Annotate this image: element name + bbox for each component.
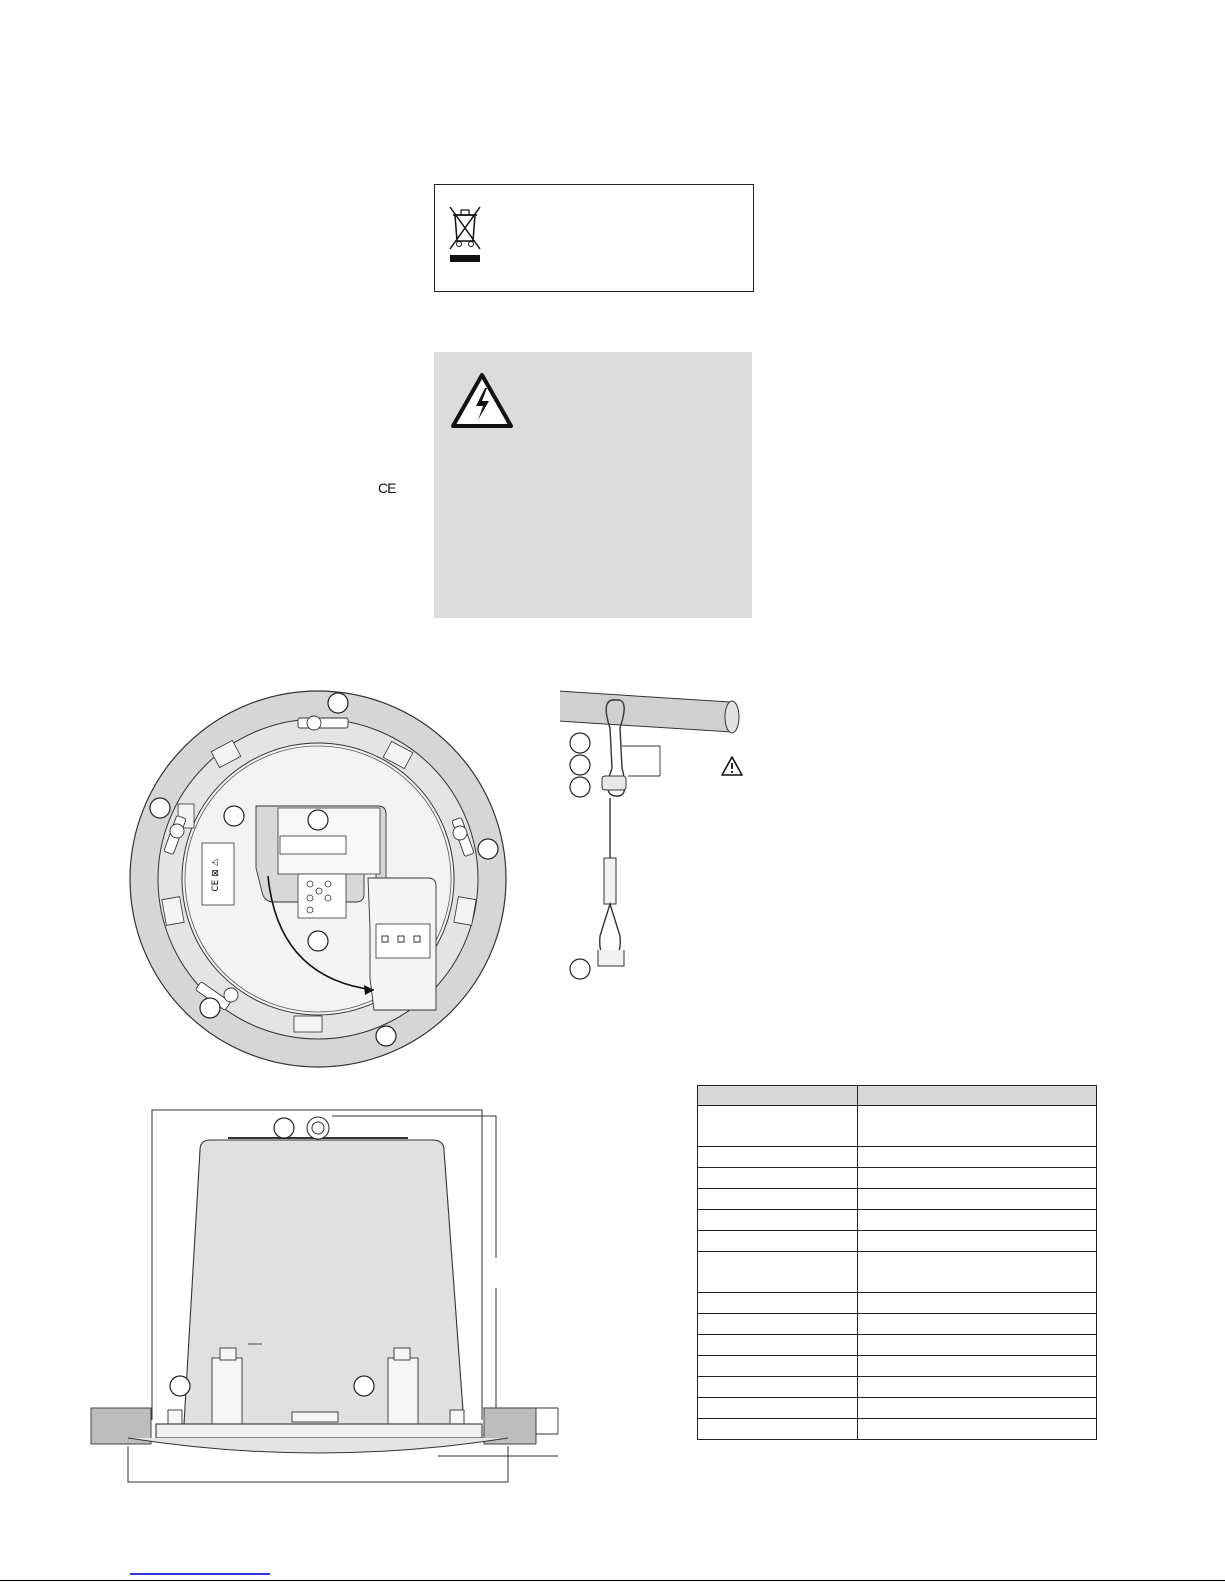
table-cell [698,1231,858,1252]
table-cell [858,1314,1097,1335]
table-row [698,1293,1097,1314]
table-cell [698,1189,858,1210]
table-cell [858,1210,1097,1231]
table-cell [698,1293,858,1314]
table-cell [858,1189,1097,1210]
speaker-back-view-figure [128,688,508,1078]
table-cell [698,1210,858,1231]
table-row [698,1377,1097,1398]
svg-text:CE ⊠ ⚠: CE ⊠ ⚠ [211,858,221,892]
table-row [698,1189,1097,1210]
table-cell [858,1168,1097,1189]
table-row [698,1314,1097,1335]
table-row [698,1147,1097,1168]
table-cell [858,1252,1097,1293]
table-cell [698,1335,858,1356]
table-cell [858,1231,1097,1252]
table-row [698,1210,1097,1231]
table-cell [698,1252,858,1293]
table-cell [698,1356,858,1377]
table-cell [858,1377,1097,1398]
table-cell [698,1147,858,1168]
crossed-out-wheelie-bin-icon [447,205,483,267]
speaker-side-view-figure [88,1108,568,1498]
table-row [698,1335,1097,1356]
table-row [698,1168,1097,1189]
safety-cable-figure [560,688,740,998]
table-header-cell [698,1086,858,1106]
ce-mark: CE [378,480,396,496]
table-header-row [698,1086,1097,1106]
footer-link-underline[interactable] [130,1573,270,1575]
table-cell [858,1335,1097,1356]
table-cell [858,1293,1097,1314]
table-row [698,1419,1097,1440]
table-row [698,1106,1097,1147]
specification-table [697,1085,1097,1440]
footer-divider [0,1580,1225,1581]
table-cell [858,1356,1097,1377]
table-cell [698,1377,858,1398]
table-row [698,1252,1097,1293]
table-cell [858,1147,1097,1168]
table-cell [698,1419,858,1440]
electrical-warning-box [434,352,752,618]
table-row [698,1231,1097,1252]
table-cell [858,1106,1097,1147]
high-voltage-warning-icon [450,372,514,430]
table-cell [858,1398,1097,1419]
table-row [698,1398,1097,1419]
table-cell [858,1419,1097,1440]
table-cell [698,1106,858,1147]
table-row [698,1356,1097,1377]
table-cell [698,1314,858,1335]
table-cell [698,1398,858,1419]
table-cell [698,1168,858,1189]
table-header-cell [858,1086,1097,1106]
weee-disposal-box [434,184,754,292]
